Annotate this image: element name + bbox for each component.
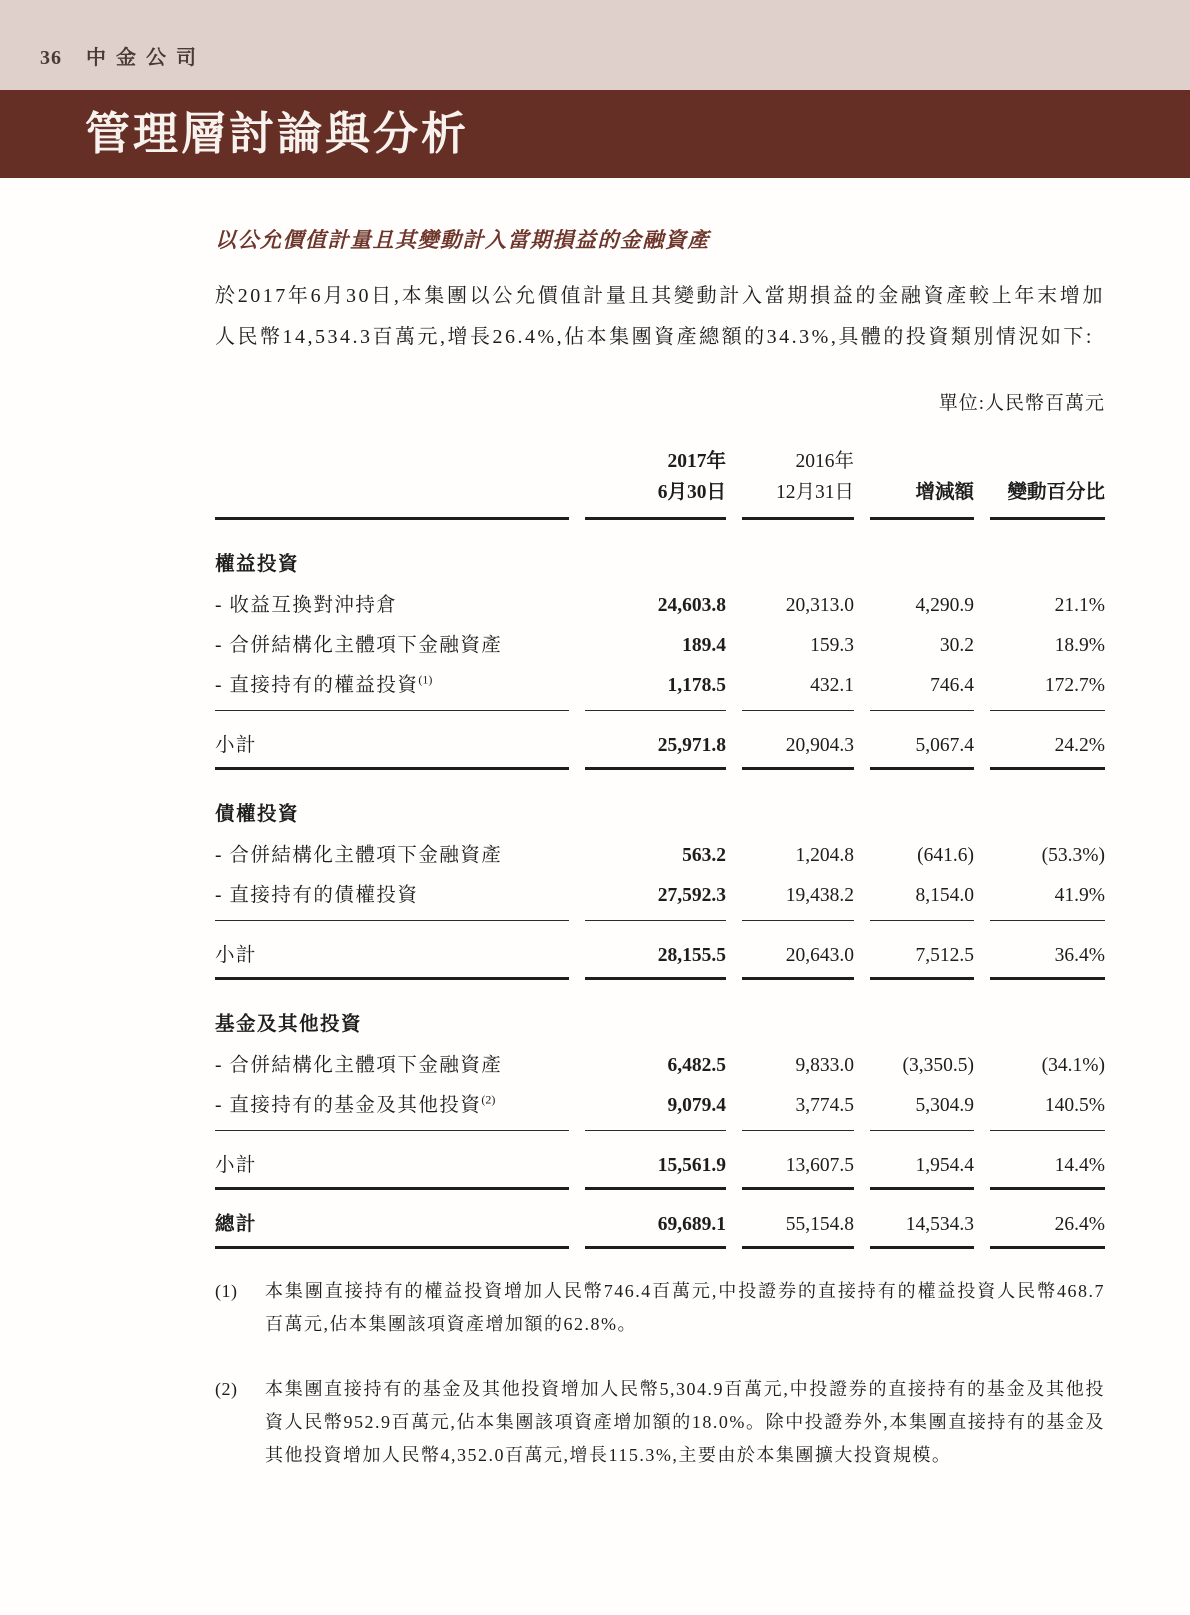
header-pct: 變動百分比 bbox=[990, 441, 1105, 520]
value-pct: 26.4% bbox=[990, 1190, 1105, 1249]
subtotal-row bbox=[215, 1131, 1105, 1190]
table-row bbox=[215, 623, 1105, 663]
header-2016-year: 2016年 bbox=[795, 451, 854, 472]
value-change: 1,954.4 bbox=[870, 1131, 974, 1190]
footnote-2 bbox=[215, 1373, 1105, 1472]
value-2016: 20,313.0 bbox=[785, 595, 854, 616]
value-change: 746.4 bbox=[870, 663, 974, 711]
value-change: 4,290.9 bbox=[915, 595, 974, 616]
value-2017: 1,178.5 bbox=[585, 663, 726, 711]
value-2016: 19,438.2 bbox=[742, 873, 854, 921]
value-change: 7,512.5 bbox=[870, 921, 974, 980]
table-header-row bbox=[215, 441, 1105, 520]
total-row bbox=[215, 1190, 1105, 1249]
value-2016: 1,204.8 bbox=[795, 845, 854, 866]
value-2016: 20,643.0 bbox=[742, 921, 854, 980]
header-label-cell bbox=[215, 441, 569, 520]
value-pct: (53.3%) bbox=[1041, 845, 1105, 866]
row-label: - 收益互換對沖持倉 bbox=[215, 595, 398, 616]
value-2016: 55,154.8 bbox=[742, 1190, 854, 1249]
value-pct: 172.7% bbox=[990, 663, 1105, 711]
value-pct: 41.9% bbox=[990, 873, 1105, 921]
value-2017: 189.4 bbox=[682, 635, 726, 656]
table-row bbox=[215, 663, 1105, 711]
row-label-text: - 直接持有的基金及其他投資 bbox=[215, 1095, 482, 1116]
value-2016: 9,833.0 bbox=[795, 1055, 854, 1076]
row-label: - 直接持有的債權投資 bbox=[215, 873, 569, 921]
value-2017: 24,603.8 bbox=[657, 595, 726, 616]
group-name: 債權投資 bbox=[215, 804, 300, 825]
subtotal-row bbox=[215, 921, 1105, 980]
subsection-heading: 以公允價值計量且其變動計入當期損益的金融資產 bbox=[215, 228, 710, 252]
group-name: 基金及其他投資 bbox=[215, 1014, 363, 1035]
row-label: - 合併結構化主體項下金融資產 bbox=[215, 845, 503, 866]
value-2016: 3,774.5 bbox=[742, 1083, 854, 1131]
company-name: 中金公司 bbox=[86, 47, 206, 69]
value-change: 8,154.0 bbox=[870, 873, 974, 921]
subtotal-label: 小計 bbox=[215, 711, 569, 770]
group-header-funds bbox=[215, 980, 1105, 1043]
row-label bbox=[215, 1083, 569, 1131]
value-2016: 159.3 bbox=[810, 635, 854, 656]
value-2017: 563.2 bbox=[682, 845, 726, 866]
value-change: 5,304.9 bbox=[870, 1083, 974, 1131]
intro-paragraph: 於2017年6月30日,本集團以公允價值計量且其變動計入當期損益的金融資產較上年末增加人民幣14,534.3百萬元,增長26.4%,佔本集團資產總額的34.3%,具體的投資類別情況如下: bbox=[215, 285, 1105, 348]
header-2017-date: 6月30日 bbox=[657, 482, 726, 503]
footnote-marker: (2) bbox=[215, 1379, 238, 1399]
value-2017: 25,971.8 bbox=[585, 711, 726, 770]
value-2017: 9,079.4 bbox=[585, 1083, 726, 1131]
value-change: 5,067.4 bbox=[870, 711, 974, 770]
header-2016-date: 12月31日 bbox=[775, 482, 854, 503]
value-2017: 6,482.5 bbox=[667, 1055, 726, 1076]
footnote-marker: (1) bbox=[215, 1281, 238, 1301]
page-number: 36 bbox=[40, 47, 62, 69]
value-pct: 36.4% bbox=[990, 921, 1105, 980]
value-2016: 20,904.3 bbox=[742, 711, 854, 770]
footnote-ref-2: (2) bbox=[481, 1092, 496, 1107]
value-pct: 21.1% bbox=[1054, 595, 1105, 616]
group-header-debt bbox=[215, 770, 1105, 833]
value-pct: 24.2% bbox=[990, 711, 1105, 770]
investments-table bbox=[199, 441, 1121, 1249]
header-2017-year: 2017年 bbox=[667, 451, 726, 472]
header-change: 增減額 bbox=[870, 441, 974, 520]
banner-title: 管理層討論與分析 bbox=[85, 108, 470, 159]
content-area bbox=[215, 224, 1105, 1472]
row-label-text: - 直接持有的權益投資 bbox=[215, 675, 419, 696]
value-2016: 432.1 bbox=[742, 663, 854, 711]
page-top-strip bbox=[0, 0, 1190, 90]
subtotal-row bbox=[215, 711, 1105, 770]
value-pct: 18.9% bbox=[1054, 635, 1105, 656]
header-2016 bbox=[742, 441, 854, 520]
value-change: 14,534.3 bbox=[870, 1190, 974, 1249]
footnote-1 bbox=[215, 1275, 1105, 1341]
footnote-text: 本集團直接持有的基金及其他投資增加人民幣5,304.9百萬元,中投證券的直接持有的基金及其他投資人民幣952.9百萬元,佔本集團該項資產增加額的18.0%。除中投證券外,本集團直接持有的基金及其他投資增加人民幣4,352.0百萬元,增長115.3%,主要由於本集團擴大投資規模。 bbox=[265, 1379, 1105, 1465]
subtotal-label: 小計 bbox=[215, 921, 569, 980]
value-change: (3,350.5) bbox=[902, 1055, 974, 1076]
value-pct: (34.1%) bbox=[1041, 1055, 1105, 1076]
value-pct: 14.4% bbox=[990, 1131, 1105, 1190]
value-2017: 15,561.9 bbox=[585, 1131, 726, 1190]
group-header-equity bbox=[215, 520, 1105, 583]
footnote-text: 本集團直接持有的權益投資增加人民幣746.4百萬元,中投證券的直接持有的權益投資人民幣468.7百萬元,佔本集團該項資產增加額的62.8%。 bbox=[265, 1281, 1105, 1334]
value-2017: 28,155.5 bbox=[585, 921, 726, 980]
subtotal-label: 小計 bbox=[215, 1131, 569, 1190]
unit-note: 單位:人民幣百萬元 bbox=[938, 393, 1105, 414]
table-row bbox=[215, 873, 1105, 921]
table-row bbox=[215, 833, 1105, 873]
table-row bbox=[215, 583, 1105, 623]
footnote-ref-1: (1) bbox=[418, 672, 433, 687]
value-2016: 13,607.5 bbox=[742, 1131, 854, 1190]
row-label bbox=[215, 663, 569, 711]
value-change: (641.6) bbox=[917, 845, 974, 866]
row-label: - 合併結構化主體項下金融資產 bbox=[215, 635, 503, 656]
group-name: 權益投資 bbox=[215, 554, 300, 575]
value-2017: 69,689.1 bbox=[585, 1190, 726, 1249]
row-label: - 合併結構化主體項下金融資產 bbox=[215, 1055, 503, 1076]
value-pct: 140.5% bbox=[990, 1083, 1105, 1131]
table-row bbox=[215, 1083, 1105, 1131]
value-2017: 27,592.3 bbox=[585, 873, 726, 921]
value-change: 30.2 bbox=[939, 635, 974, 656]
header-2017 bbox=[585, 441, 726, 520]
section-banner bbox=[0, 90, 1190, 178]
table-row bbox=[215, 1043, 1105, 1083]
total-label: 總計 bbox=[215, 1190, 569, 1249]
